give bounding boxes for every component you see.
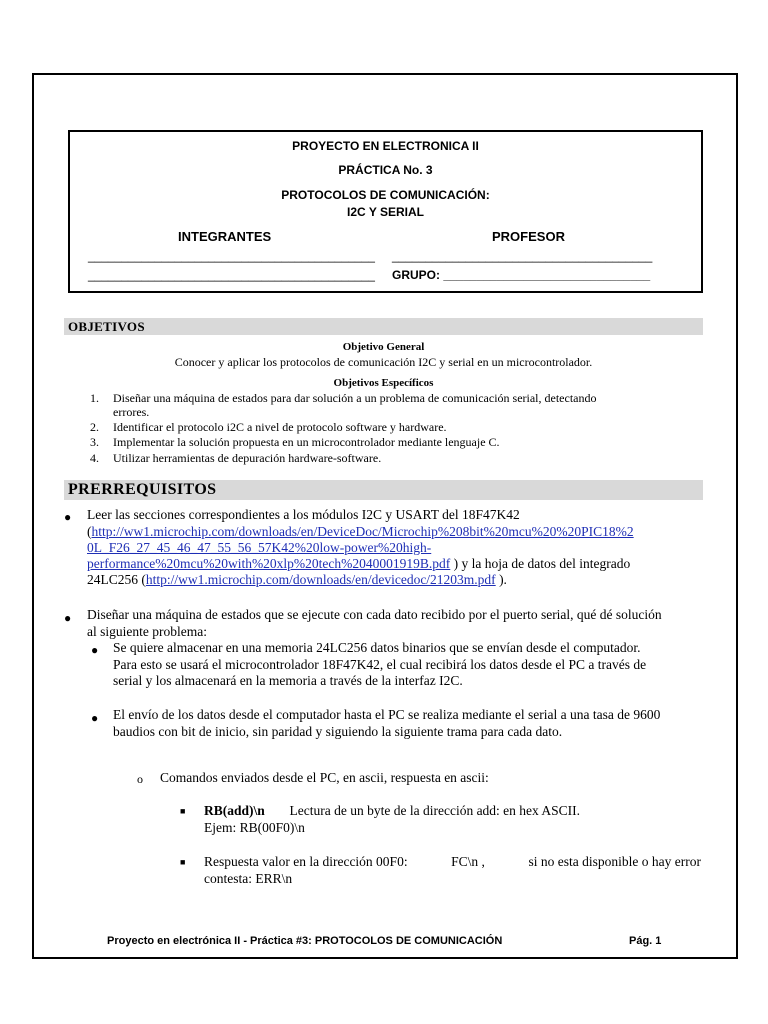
problem-text: El envío de los datos desde el computador hasta el PC se realiza mediante el serial a una tasa de 9600: [113, 707, 661, 722]
bullet-icon: ●: [91, 711, 99, 725]
problem-text: Se quiere almacenar en una memoria 24LC256 datos binarios que se envían desde el computador.: [113, 640, 641, 655]
prerrequisitos-heading: PRERREQUISITOS: [68, 481, 217, 498]
bullet-icon: ●: [64, 611, 72, 625]
objective-item: Utilizar herramientas de depuración hardware-software.: [113, 451, 382, 465]
microchip-datasheet-link-cont[interactable]: performance%20mcu%20with%20xlp%20tech%2040001919B.pdf: [87, 556, 451, 571]
integrante-blank-2[interactable]: ___________________________________________: [88, 268, 375, 282]
practice-number: PRÁCTICA No. 3: [338, 163, 433, 177]
course-title: PROYECTO EN ELECTRONICA II: [292, 139, 479, 153]
prereq-text: Leer las secciones correspondientes a los módulos I2C y USART del 18F47K42: [87, 507, 520, 522]
command-description: Lectura de un byte de la dirección add: en hex ASCII.: [289, 803, 581, 818]
objective-item-cont: errores.: [113, 405, 150, 419]
objective-number: 2.: [90, 420, 99, 434]
problem-text: baudios con bit de inicio, sin paridad y siguiendo la siguiente trama para cada dato.: [113, 724, 563, 739]
circle-bullet-icon: o: [137, 772, 143, 786]
prereq-text: ).: [495, 572, 507, 587]
prereq-text: 24LC256 (: [87, 572, 146, 587]
response-text: si no esta disponible o hay error: [528, 854, 701, 869]
practice-title: PROTOCOLOS DE COMUNICACIÓN:: [281, 188, 490, 202]
objective-item: Implementar la solución propuesta en un microcontrolador mediante lenguaje C.: [113, 435, 500, 449]
commands-intro: Comandos enviados desde el PC, en ascii, respuesta en ascii:: [160, 770, 489, 785]
response-value: FC\n ,: [451, 854, 485, 869]
objetivo-general-title: Objetivo General: [342, 341, 425, 353]
profesor-blank[interactable]: _______________________________________: [392, 249, 653, 263]
footer-title: Proyecto en electrónica II - Práctica #3: PROTOCOLOS DE COMUNICACIÓN: [107, 935, 503, 947]
eeprom-datasheet-link[interactable]: http://ww1.microchip.com/downloads/en/devicedoc/21203m.pdf: [145, 572, 496, 587]
microchip-datasheet-link-cont[interactable]: 0L_F26_27_45_46_47_55_56_57K42%20low-power%20high-: [87, 540, 432, 555]
square-bullet-icon: ■: [180, 806, 186, 816]
prereq-text: ) y la hoja de datos del integrado: [450, 556, 631, 571]
paren-open: (: [87, 524, 92, 539]
objetivos-heading: OBJETIVOS: [68, 319, 145, 334]
prereq-text: Diseñar una máquina de estados que se ejecute con cada dato recibido por el puerto serial, qué dé solución: [87, 607, 662, 622]
bullet-icon: ●: [64, 510, 72, 524]
prereq-link-line: [87, 524, 634, 541]
integrantes-label: INTEGRANTES: [178, 229, 272, 244]
objetivo-general-text: Conocer y aplicar los protocolos de comunicación I2C y serial en un microcontrolador.: [174, 355, 593, 369]
command-code: RB(add)\n: [204, 803, 265, 818]
microchip-datasheet-link[interactable]: http://ww1.microchip.com/downloads/en/DeviceDoc/Microchip%208bit%20mcu%20%20PIC18%2: [91, 524, 634, 539]
objective-number: 1.: [90, 391, 99, 405]
grupo-field[interactable]: GRUPO: _______________________________: [392, 268, 651, 282]
objective-item: Diseñar una máquina de estados para dar solución a un problema de comunicación serial, detectando: [113, 391, 597, 405]
prerrequisitos-heading-bar: [64, 480, 703, 500]
practice-subtitle: I2C Y SERIAL: [347, 205, 424, 219]
title-box: [68, 130, 703, 293]
command-example: Ejem: RB(00F0)\n: [204, 820, 305, 835]
bullet-icon: ●: [91, 643, 99, 657]
profesor-label: PROFESOR: [492, 229, 565, 244]
objective-number: 4.: [90, 451, 99, 465]
response-error: contesta: ERR\n: [204, 871, 293, 886]
objective-number: 3.: [90, 435, 99, 449]
prereq-text: al siguiente problema:: [87, 624, 207, 639]
objetivos-heading-bar: [64, 318, 703, 335]
integrante-blank-1[interactable]: ___________________________________________: [88, 249, 375, 263]
problem-text: Para esto se usará el microcontrolador 18F47K42, el cual recibirá los datos desde el PC a través de: [113, 657, 647, 672]
response-text: Respuesta valor en la dirección 00F0:: [204, 854, 408, 869]
objetivos-especificos-title: Objetivos Específicos: [333, 377, 434, 389]
square-bullet-icon: ■: [180, 857, 186, 867]
objective-item: Identificar el protocolo i2C a nivel de protocolo software y hardware.: [113, 420, 447, 434]
page-number: Pág. 1: [629, 935, 662, 947]
problem-text: serial y los almacenará en la memoria a través de la interfaz I2C.: [113, 673, 463, 688]
